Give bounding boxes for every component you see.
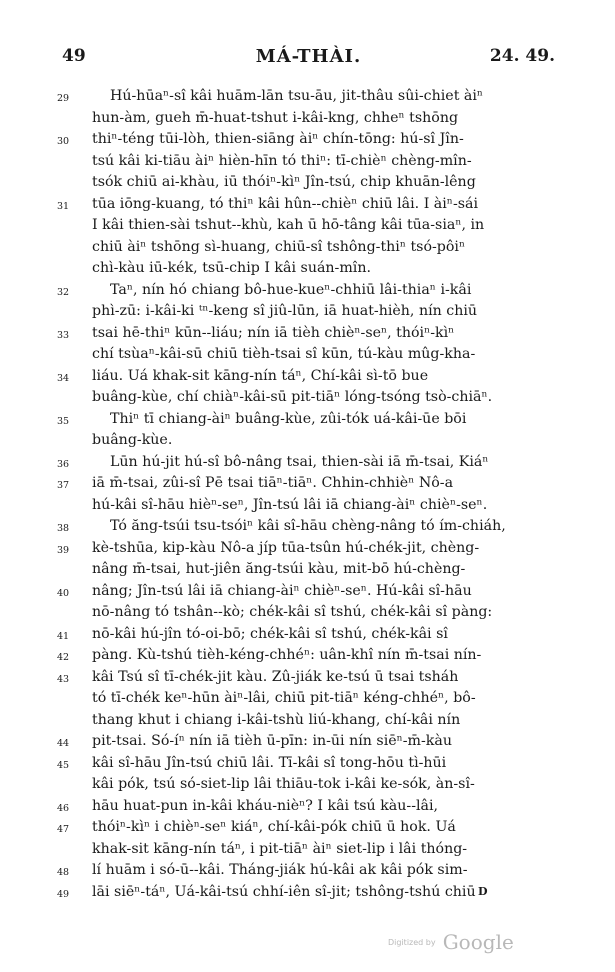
verse-number: 36 [57, 458, 70, 470]
line-text: Thiⁿ tī chiang-àiⁿ buâng-kùe, zûi-tók uá-kâi-ūe bōi [110, 410, 467, 427]
line-text: kè-tshūa, kip-kàu Nô-a jíp tūa-tsûn hú-chék-jit, chèng- [92, 539, 480, 556]
line-text: khak-sit kāng-nín táⁿ, i pit-tiāⁿ àiⁿ siet-lip i lâi thóng- [92, 840, 468, 857]
verse-number: 44 [57, 738, 70, 749]
text-line [0, 860, 615, 882]
line-text: tūa iōng-kuang, tó thiⁿ kâi hûn--chièⁿ chiū lâi. I àiⁿ-sái [92, 195, 479, 212]
line-text: Lūn hú-jit hú-sî bô-nâng tsai, thien-sài iā m̄-tsai, Kiáⁿ [110, 453, 489, 470]
line-text: lí huām i só-ū--kâi. Tháng-jiák hú-kâi ak kâi pók sim- [92, 862, 468, 878]
line-text: nâng m̄-tsai, hut-jiên ăng-tsúi kàu, mit-bō hú-chèng- [92, 561, 466, 577]
text-line [0, 194, 615, 216]
verse-number: 39 [57, 544, 70, 556]
line-text: tó tī-chék keⁿ-hūn àiⁿ-lâi, chiū pit-tiāⁿ kéng-chhéⁿ, bô- [92, 690, 476, 706]
text-line [0, 667, 615, 689]
verse-number: 38 [57, 523, 70, 534]
text-line [0, 774, 615, 796]
line-text: tsai hē-thiⁿ kūn--liáu; nín iā tièh chièⁿ-seⁿ, thóiⁿ-kìⁿ [92, 324, 455, 341]
line-text: liáu. Uá khak-sit kāng-nín táⁿ, Chí-kâi sì-tō bue [92, 367, 429, 384]
verse-number: 41 [57, 630, 70, 642]
line-text: thang khut i chiang i-kâi-tshù liú-khang, chí-kâi nín [92, 711, 461, 728]
line-text: nō-nâng tó tshân--kò; chék-kâi sî tshú, chék-kâi sî pàng: [92, 604, 493, 620]
line-text: nō-kâi hú-jîn tó-oi-bō; chék-kâi sî tshú, chék-kâi sî [92, 625, 448, 642]
text-line [0, 710, 615, 732]
watermark-logo-text: Google [442, 930, 514, 954]
chapter-verse-reference: 24. 49. [489, 46, 555, 66]
line-text: phì-zū: i-kâi-ki ᵗⁿ-keng sî jiû-lūn, iā huat-hièh, nín chiū [92, 303, 478, 319]
line-text: I kâi thien-sài tshut--khù, kah ū hō-tâng kâi tūa-siaⁿ, in [92, 217, 485, 233]
line-text: Taⁿ, nín hó chiang bô-hue-kueⁿ-chhiū lâi-thiaⁿ i-kâi [110, 281, 472, 298]
verse-number: 45 [57, 759, 70, 771]
text-line [0, 452, 615, 474]
verse-number: 37 [57, 480, 70, 491]
verse-number: 47 [57, 824, 70, 835]
line-text: kâi pók, tsú só-siet-lip lâi thiāu-tok i-kâi ke-sók, àn-sî- [92, 776, 475, 792]
line-text: buâng-kùe, chí chiàⁿ-kâi-sū pit-tiāⁿ lóng-tsóng tsò-chiāⁿ. [92, 389, 493, 405]
digitized-watermark [388, 930, 514, 954]
verse-number: 43 [57, 673, 70, 685]
text-line [0, 409, 615, 431]
line-text: thiⁿ-téng tūi-lòh, thien-siāng àiⁿ chín-tōng: hú-sî Jîn- [92, 131, 464, 147]
line-text: kâi sî-hāu Jîn-tsú chiū lâi. Tī-kâi sî tong-hōu tì-hūi [92, 754, 447, 771]
text-line [0, 301, 615, 323]
line-text: hāu huat-pun in-kâi kháu-nièⁿ? I kâi tsú kàu--lâi, [92, 797, 439, 814]
text-line [0, 215, 615, 237]
line-text: chiū àiⁿ tshōng sì-huang, chiū-sî tshông-thiⁿ tsó-pôiⁿ [92, 238, 466, 255]
line-text: chì-kàu iū-kék, tsū-chip I kâi suán-mîn. [92, 260, 371, 276]
verse-number: 31 [57, 200, 70, 212]
text-line [0, 323, 615, 345]
text-line [0, 882, 615, 904]
text-line [0, 495, 615, 517]
body-text [0, 86, 615, 903]
line-text: Hú-hūaⁿ-sî kâi huām-lān tsu-āu, jit-thâu sûi-chiet àiⁿ [110, 88, 484, 104]
verse-number: 48 [57, 867, 70, 878]
text-line [0, 796, 615, 818]
verse-number: 33 [57, 329, 70, 341]
text-line [0, 753, 615, 775]
verse-number: 40 [57, 587, 70, 599]
text-line [0, 129, 615, 151]
text-line [0, 624, 615, 646]
verse-number: 49 [57, 888, 70, 900]
text-line [0, 516, 615, 538]
watermark-small-text: Digitized by [388, 938, 436, 947]
verse-number: 30 [57, 136, 70, 147]
line-text: tsók chiū ai-khàu, iū thóiⁿ-kìⁿ Jîn-tsú, chip khuān-lêng [92, 174, 476, 190]
page-title: MÁ-THÀI. [255, 46, 362, 67]
text-line [0, 280, 615, 302]
verse-number: 29 [57, 93, 70, 104]
line-text: lāi siēⁿ-táⁿ, Uá-kâi-tsú chhí-iên sî-jit; tshông-tshú chiū [92, 883, 476, 900]
text-line [0, 473, 615, 495]
verse-number: 35 [57, 415, 70, 427]
text-line [0, 581, 615, 603]
text-line [0, 731, 615, 753]
signature-mark: D [478, 885, 488, 898]
line-text: iā m̄-tsai, zûi-sî Pē tsai tiāⁿ-tiāⁿ. Chhin-chhièⁿ Nô-a [92, 475, 454, 491]
line-text: pit-tsai. Só-íⁿ nín iā tièh ū-pīn: in-ūi nín siēⁿ-m̄-kàu [92, 733, 453, 749]
text-line [0, 387, 615, 409]
line-text: kâi Tsú sî tī-chék-jit kàu. Zû-jiák ke-tsú ū tsai tsháh [92, 668, 459, 685]
text-line [0, 559, 615, 581]
text-line [0, 86, 615, 108]
line-text: buâng-kùe. [92, 432, 173, 448]
text-line [0, 817, 615, 839]
text-line [0, 258, 615, 280]
text-line [0, 108, 615, 130]
page-number: 49 [62, 46, 86, 66]
line-text: pàng. Kù-tshú tièh-kéng-chhéⁿ: uân-khî nín m̄-tsai nín- [92, 647, 482, 663]
line-text: hun-àm, gueh m̄-huat-tshut i-kâi-kng, chheⁿ tshōng [92, 109, 459, 126]
verse-number: 46 [57, 802, 70, 814]
line-text: chí tsùaⁿ-kâi-sū chiū tièh-tsai sî kūn, tú-kàu mûg-kha- [92, 346, 476, 362]
text-line [0, 645, 615, 667]
line-text: nâng; Jîn-tsú lâi iā chiang-àiⁿ chièⁿ-seⁿ. Hú-kâi sî-hāu [92, 582, 472, 599]
text-line [0, 151, 615, 173]
text-line [0, 602, 615, 624]
verse-number: 34 [57, 372, 70, 384]
line-text: hú-kâi sî-hāu hièⁿ-seⁿ, Jîn-tsú lâi iā chiang-àiⁿ chièⁿ-seⁿ. [92, 496, 488, 513]
page-header [62, 46, 555, 72]
text-line [0, 538, 615, 560]
text-line [0, 237, 615, 259]
line-text: Tó ăng-tsúi tsu-tsóiⁿ kâi sî-hāu chèng-nâng tó ím-chiáh, [110, 518, 506, 534]
text-line [0, 430, 615, 452]
line-text: tsú kâi ki-tiāu àiⁿ hièn-hīn tó thiⁿ: tī-chièⁿ chèng-mîn- [92, 152, 472, 169]
verse-number: 32 [57, 286, 70, 298]
text-line [0, 344, 615, 366]
text-line [0, 688, 615, 710]
text-line [0, 839, 615, 861]
line-text: thóiⁿ-kìⁿ i chièⁿ-seⁿ kiáⁿ, chí-kâi-pók chiū ū hok. Uá [92, 819, 456, 835]
verse-number: 42 [57, 652, 70, 663]
text-line [0, 172, 615, 194]
text-line [0, 366, 615, 388]
